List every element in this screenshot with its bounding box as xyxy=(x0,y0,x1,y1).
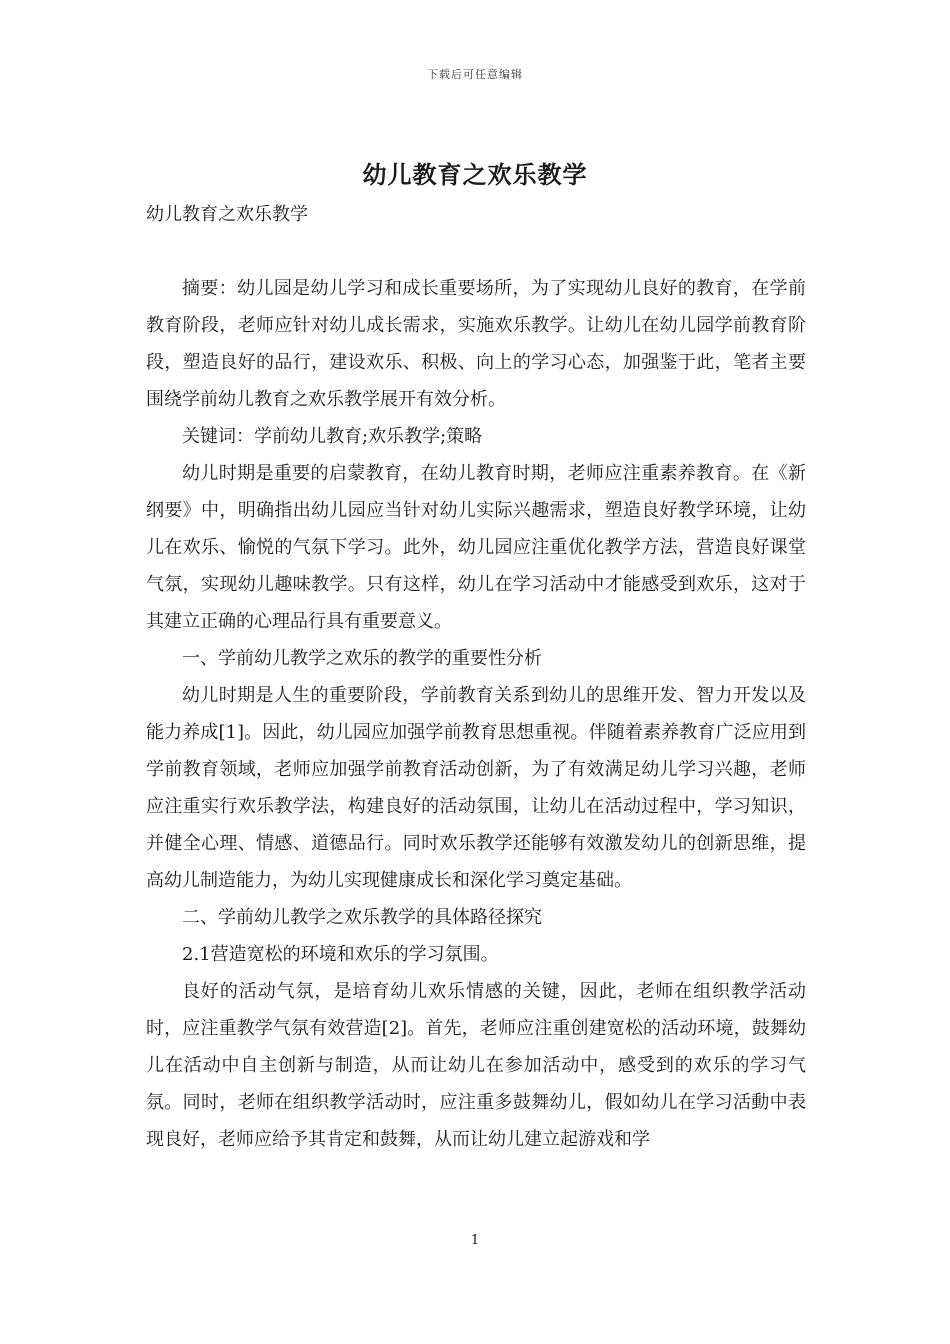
page-header-note: 下载后可任意编辑 xyxy=(427,68,523,81)
intro-paragraph: 幼儿时期是重要的启蒙教育，在幼儿教育时期，老师应注重素养教育。在《新纲要》中，明确指出幼儿园应当针对幼儿实际兴趣需求，塑造良好教学环境，让幼儿在欢乐、愉悦的气氛下学习。此外，幼儿园应注重优化教学方法，营造良好课堂气氛，实现幼儿趣味教学。只有这样，幼儿在学习活动中才能感受到欢乐，这对于其建立正确的心理品行具有重要意义。 xyxy=(146,463,806,632)
subsection-heading-2-1: 2.1营造宽松的环境和欢乐的学习氛围。 xyxy=(182,944,499,965)
keywords-paragraph: 关键词：学前幼儿教育;欢乐教学;策略 xyxy=(182,426,483,447)
abstract-paragraph: 摘要：幼儿园是幼儿学习和成长重要场所，为了实现幼儿良好的教育，在学前教育阶段，老师应针对幼儿成长需求，实施欢乐教学。让幼儿在幼儿园学前教育阶段，塑造良好的品行，建设欢乐、积极、向上的学习心态，加强鉴于此，笔者主要围绕学前幼儿教育之欢乐教学展开有效分析。 xyxy=(146,278,806,410)
document-subtitle: 幼儿教育之欢乐教学 xyxy=(146,204,308,225)
section-heading-1: 一、学前幼儿教学之欢乐的教学的重要性分析 xyxy=(182,648,542,669)
section-heading-2: 二、学前幼儿教学之欢乐教学的具体路径探究 xyxy=(182,907,542,928)
document-body xyxy=(146,270,806,1158)
page-number: 1 xyxy=(470,1233,480,1248)
subsection-2-1-paragraph: 良好的活动气氛，是培育幼儿欢乐情感的关键，因此，老师在组织教学活动时，应注重教学气氛有效营造[2]。首先，老师应注重创建宽松的活动环境，鼓舞幼儿在活动中自主创新与制造，从而让幼儿在参加活动中，感受到的欢乐的学习气氛。同时，老师在组织教学活动时，应注重多鼓舞幼儿，假如幼儿在学习活動中表现良好，老师应给予其肯定和鼓舞，从而让幼儿建立起游戏和学 xyxy=(146,981,806,1150)
document-title: 幼儿教育之欢乐教学 xyxy=(362,160,588,189)
section-1-paragraph: 幼儿时期是人生的重要阶段，学前教育关系到幼儿的思维开发、智力开发以及能力养成[1]。因此，幼儿园应加强学前教育思想重视。伴随着素养教育广泛应用到学前教育领域，老师应加强学前教育活动创新，为了有效满足幼儿学习兴趣，老师应注重实行欢乐教学法，构建良好的活动氛围，让幼儿在活动过程中，学习知识，并健全心理、情感、道德品行。同时欢乐教学还能够有效激发幼儿的创新思维，提高幼儿制造能力，为幼儿实现健康成长和深化学习奠定基础。 xyxy=(146,685,806,891)
